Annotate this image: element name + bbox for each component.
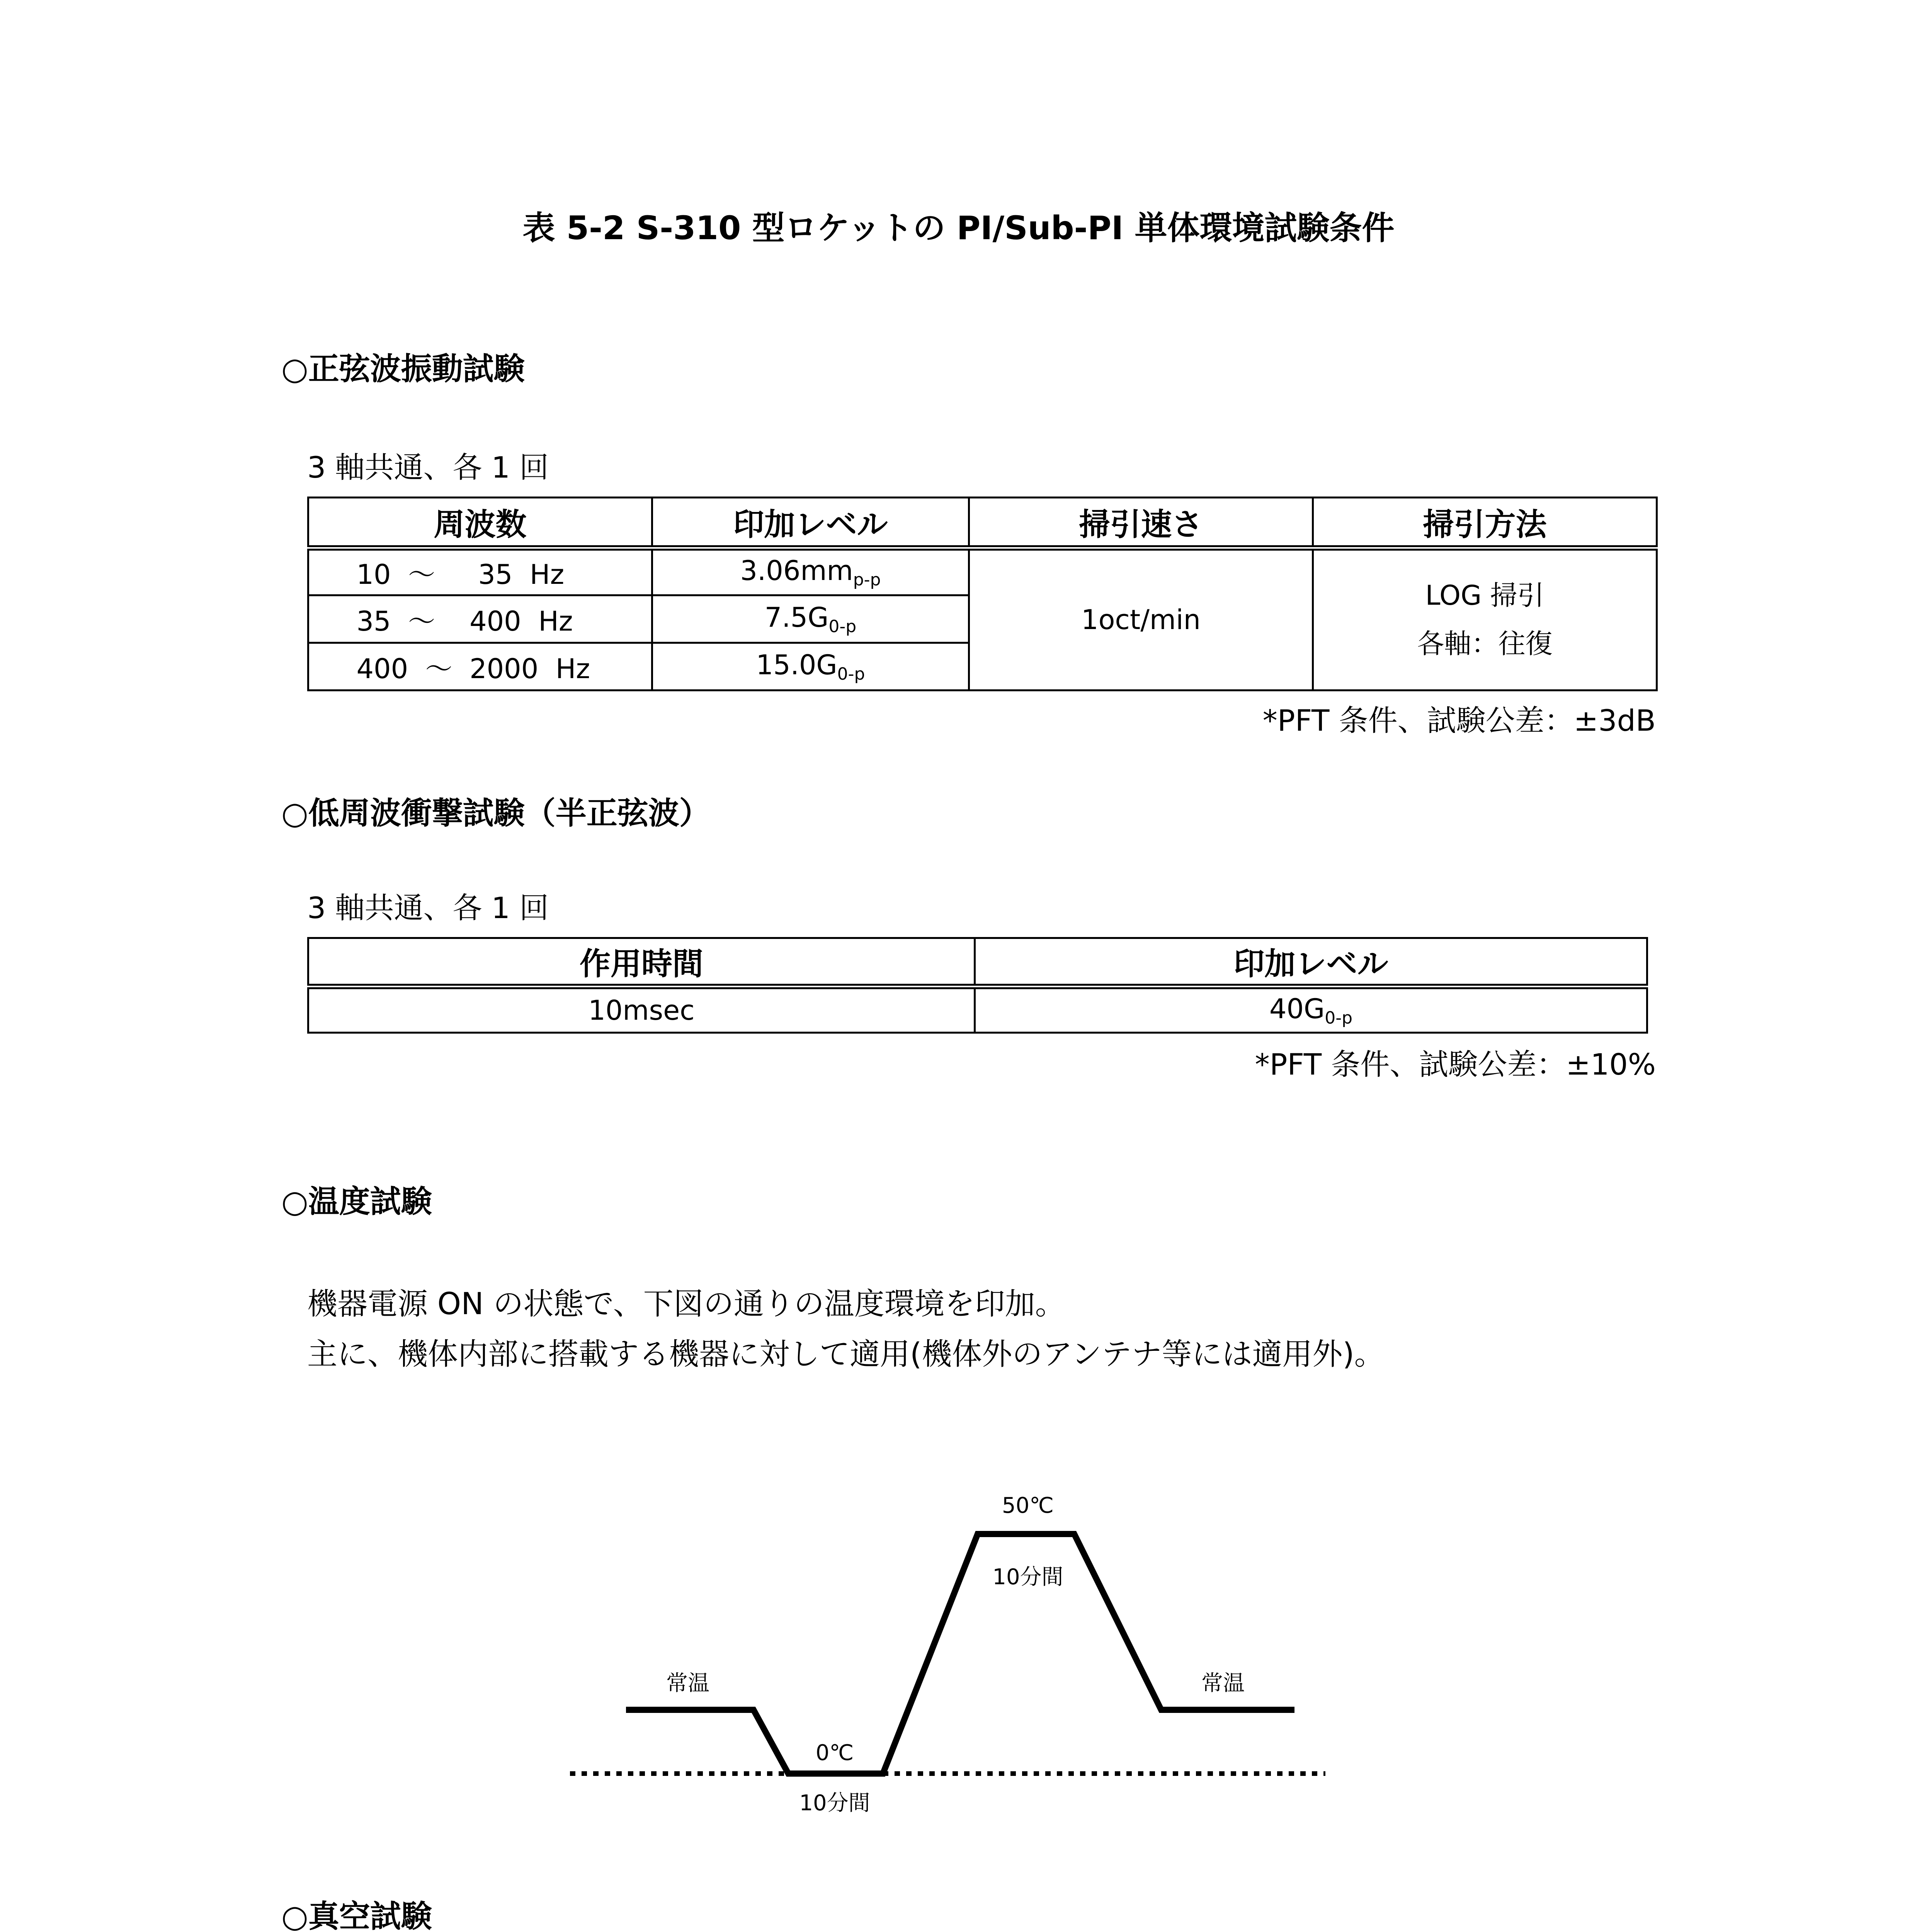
- circle-bullet-icon: ○: [281, 1184, 308, 1219]
- sine-heading-text: 正弦波振動試験: [308, 351, 525, 387]
- frequency-cell: 400 ～ 2000 Hz: [308, 643, 652, 690]
- label-high-temp: 50℃: [1002, 1493, 1054, 1518]
- level-cell: $3.06mm_{p-p}$: [652, 548, 969, 595]
- col-header-duration: 作用時間: [308, 938, 975, 986]
- level-cell: $40G_{0-p}$: [975, 986, 1647, 1033]
- vacuum-heading: [281, 1897, 432, 1932]
- sweep-rate-cell: 1oct/min: [969, 548, 1313, 690]
- label-low-dwell: 10分間: [799, 1791, 870, 1816]
- col-header-frequency: 周波数: [308, 498, 652, 548]
- col-header-level: 印加レベル: [975, 938, 1647, 986]
- temperature-profile-line: [626, 1534, 1294, 1774]
- document-title: 表 5-2 S-310 型ロケットの PI/Sub-PI 単体環境試験条件: [522, 209, 1395, 247]
- thermal-line-1: 機器電源 ON の状態で、下図の通りの温度環境を印加。: [307, 1287, 1065, 1321]
- label-high-dwell: 10分間: [992, 1565, 1063, 1590]
- col-header-level: 印加レベル: [652, 498, 969, 548]
- shock-heading-text: 低周波衝撃試験（半正弦波）: [308, 795, 710, 831]
- thermal-line-2: 主に、機体内部に搭載する機器に対して適用(機体外のアンテナ等には適用外)。: [307, 1337, 1385, 1372]
- circle-bullet-icon: ○: [281, 1898, 308, 1932]
- thermal-heading-text: 温度試験: [308, 1184, 432, 1219]
- circle-bullet-icon: ○: [281, 351, 308, 387]
- col-header-sweep-method: 掃引方法: [1313, 498, 1657, 548]
- sine-footnote: *PFT 条件、試験公差：±3dB: [1262, 703, 1656, 738]
- label-low-temp: 0℃: [815, 1740, 854, 1765]
- frequency-cell: 35 ～ 400 Hz: [308, 595, 652, 643]
- sine-axis-note: 3 軸共通、各 1 回: [307, 450, 549, 485]
- circle-bullet-icon: ○: [281, 795, 308, 831]
- shock-footnote: *PFT 条件、試験公差：±10%: [1255, 1047, 1656, 1082]
- level-cell: $15.0G_{0-p}$: [652, 643, 969, 690]
- sweep-method-cell: LOG 掃引 各軸：往復: [1313, 548, 1657, 690]
- shock-axis-note: 3 軸共通、各 1 回: [307, 891, 549, 925]
- level-cell: $7.5G_{0-p}$: [652, 595, 969, 643]
- label-room-temp-right: 常温: [1201, 1671, 1245, 1696]
- vacuum-heading-text: 真空試験: [308, 1898, 432, 1932]
- col-header-sweep-rate: 掃引速さ: [969, 498, 1313, 548]
- frequency-cell: 10 ～ 35 Hz: [308, 548, 652, 595]
- duration-cell: 10msec: [308, 986, 975, 1033]
- label-room-temp-left: 常温: [666, 1671, 709, 1696]
